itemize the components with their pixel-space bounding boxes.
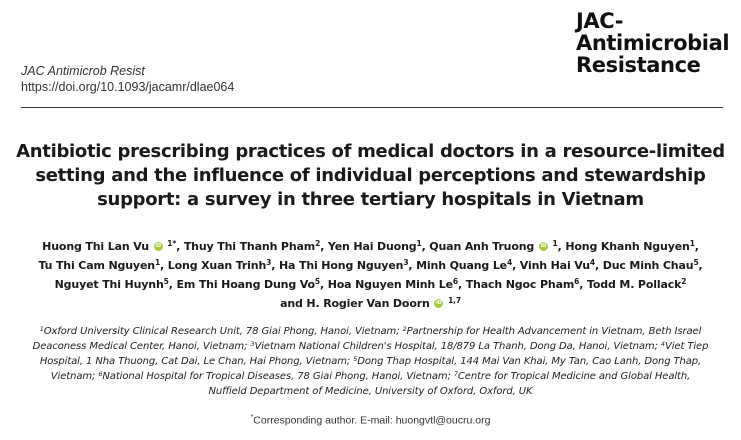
author-affiliation-marker: 4 xyxy=(507,258,513,267)
author-line: Tu Thi Cam Nguyen$^1$, Long Xuan Trinh$^3$, Ha Thi Hong Nguyen$^3$, Minh Quang Le$^4$, Vinh Hai Vu$^4$, Duc Minh Chau$^5$, xyxy=(38,258,703,272)
affiliation-text: Vietnam; xyxy=(50,371,99,382)
author-name: Duc Minh Chau xyxy=(602,259,694,272)
affiliation-line xyxy=(0,339,741,354)
author-line: Nguyet Thi Huynh$^5$, Em Thi Hoang Dung Vo$^5$, Hoa Nguyen Minh Le$^6$, Thach Ngoc Pham$^6$, Todd M. Pollack$^2$ xyxy=(54,277,687,291)
author-name: Vinh Hai Vu xyxy=(519,259,590,272)
author-name: Huong Thi Lan Vu xyxy=(42,240,149,253)
author-affiliation-marker: 1 xyxy=(552,239,558,248)
title-line: support: a survey in three tertiary hospitals in Vietnam xyxy=(97,189,644,210)
affiliation-text: Deaconess Medical Center, Hanoi, Vietnam; xyxy=(32,341,251,352)
author-affiliation-marker: 1 xyxy=(416,239,422,248)
journal-brand-logo xyxy=(576,10,729,76)
author-name: Minh Quang Le xyxy=(416,259,507,272)
author-name: Quan Anh Truong xyxy=(429,240,535,253)
affiliation-number: 2 xyxy=(402,325,407,333)
affiliation-number: 3 xyxy=(250,340,255,348)
corresponding-marker: * xyxy=(250,414,254,421)
author-affiliation-marker: 4 xyxy=(589,258,595,267)
brand-line-1: JAC- xyxy=(576,9,624,33)
affiliation-line xyxy=(0,384,741,399)
affiliation-number: 1 xyxy=(39,325,44,333)
author-list xyxy=(0,237,741,313)
title-line: setting and the influence of individual perceptions and stewardship xyxy=(35,165,706,186)
author-affiliation-marker: 3 xyxy=(403,258,409,267)
doi-link[interactable]: https://doi.org/10.1093/jacamr/dlae064 xyxy=(21,80,235,94)
author-affiliation-marker: 1 xyxy=(689,239,695,248)
author-name: Ha Thi Hong Nguyen xyxy=(278,259,404,272)
brand-line-2: Antimicrobial xyxy=(576,31,730,55)
author-name: Yen Hai Duong xyxy=(327,240,417,253)
journal-name: JAC Antimicrob Resist xyxy=(21,64,145,78)
author-affiliation-marker: 5 xyxy=(163,277,169,286)
author-name: Hoa Nguyen Minh Le xyxy=(327,278,453,291)
author-affiliation-marker: 5 xyxy=(693,258,699,267)
affiliation-text: Oxford University Clinical Research Unit, 78 Giai Phong, Hanoi, Vietnam; xyxy=(43,326,403,337)
affiliation-text: Nuffield Department of Medicine, University of Oxford, Oxford, UK xyxy=(208,386,533,397)
orcid-icon[interactable] xyxy=(434,299,443,308)
author-name: Long Xuan Trinh xyxy=(167,259,267,272)
author-affiliation-marker: 2 xyxy=(681,277,687,286)
author-affiliation-marker: 3 xyxy=(266,258,272,267)
author-name: Thuy Thi Thanh Pham xyxy=(183,240,316,253)
header-divider xyxy=(21,107,723,108)
affiliation-number: 7 xyxy=(453,370,458,378)
author-name: Todd M. Pollack xyxy=(586,278,682,291)
author-affiliation-marker: 6 xyxy=(452,277,458,286)
author-affiliation-marker: 2 xyxy=(315,239,321,248)
affiliation-text: National Hospital for Tropical Diseases, 78 Giai Phong, Hanoi, Vietnam; xyxy=(102,371,454,382)
affiliation-number: 5 xyxy=(353,355,358,363)
author-affiliation-marker: 6 xyxy=(574,277,580,286)
author-affiliation-marker: 1 xyxy=(154,258,161,267)
brand-line-3: Resistance xyxy=(576,53,701,77)
author-name: Tu Thi Cam Nguyen xyxy=(38,259,155,272)
corresponding-author xyxy=(0,414,741,427)
affiliation-line xyxy=(0,354,741,369)
corresponding-text: Corresponding author. E-mail: huongvtl@oucru.org xyxy=(253,414,491,427)
author-line xyxy=(0,294,741,313)
affiliations xyxy=(0,324,741,399)
affiliation-text: Viet Tiep xyxy=(664,341,709,352)
affiliation-text: Partnership for Health Advancement in Vietnam, Beth Israel xyxy=(406,326,702,337)
author-affiliation-marker: 1* xyxy=(167,239,177,248)
author-affiliation-marker: 1,7 xyxy=(448,296,461,305)
author-name: Thach Ngoc Pham xyxy=(465,278,575,291)
affiliation-number: 6 xyxy=(98,370,103,378)
author-name: Nguyet Thi Huynh xyxy=(54,278,164,291)
author-name: Hong Khanh Nguyen xyxy=(565,240,690,253)
author-name: and H. Rogier Van Doorn xyxy=(280,297,430,310)
affiliation-line xyxy=(0,369,741,384)
affiliation-text: Vietnam National Children's Hospital, 18/879 La Thanh, Dong Da, Hanoi, Vietnam; xyxy=(254,341,661,352)
orcid-icon[interactable] xyxy=(539,242,548,251)
orcid-icon[interactable] xyxy=(154,242,163,251)
affiliation-line xyxy=(0,324,741,339)
title-line: Antibiotic prescribing practices of medical doctors in a resource-limited xyxy=(16,141,725,162)
author-line: Huong Thi Lan Vu iD $^{1*}$, Thuy Thi Thanh Pham$^2$, Yen Hai Duong$^1$, Quan Anh Truong iD $^1$, Hong Khanh Nguyen$^1$, xyxy=(0,237,741,256)
affiliation-text: Centre for Tropical Medicine and Global Health, xyxy=(457,371,691,382)
affiliation-number: 4 xyxy=(660,340,665,348)
article-title xyxy=(0,140,741,212)
author-affiliation-marker: 5 xyxy=(314,277,320,286)
author-name: Em Thi Hoang Dung Vo xyxy=(176,278,315,291)
affiliation-text: Hospital, 1 Nha Thuong, Cat Dai, Le Chan, Hai Phong, Vietnam; xyxy=(39,356,354,367)
affiliation-text: Dong Thap Hospital, 144 Mai Van Khai, My Tan, Cao Lanh, Dong Thap, xyxy=(357,356,702,367)
